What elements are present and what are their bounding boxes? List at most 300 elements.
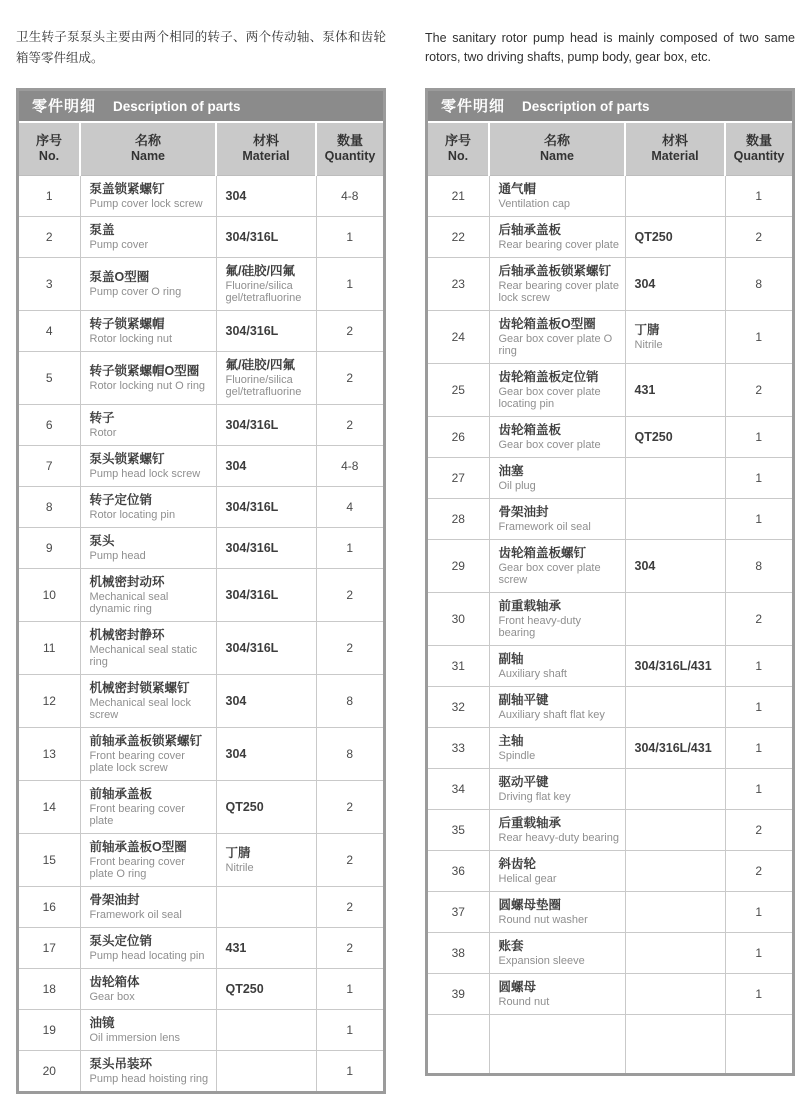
- text-zh: 304: [634, 277, 656, 291]
- table-row: [428, 593, 792, 646]
- text-en: Rear bearing cover plate lock screw: [498, 280, 619, 304]
- cell-name: [489, 810, 625, 851]
- text-zh: 泵头锁紧螺钉: [89, 452, 165, 466]
- table-row: [19, 969, 383, 1010]
- cell-quantity: 8: [725, 540, 792, 593]
- text-en: Rotor: [89, 427, 117, 439]
- cell-quantity: 8: [316, 728, 383, 781]
- text-zh: 304: [225, 747, 247, 761]
- empty-cell: [428, 1015, 489, 1073]
- cell-quantity: 1: [725, 974, 792, 1015]
- text-en: Nitrile: [634, 339, 663, 351]
- table-title-en: Description of parts: [522, 99, 650, 114]
- cell-quantity: 1: [725, 499, 792, 540]
- table-row: [428, 810, 792, 851]
- cell-material: [625, 499, 725, 540]
- text-zh: 后轴承盖板锁紧螺钉: [498, 264, 612, 278]
- text-en: Pump head locating pin: [89, 950, 205, 962]
- cell-material: [625, 364, 725, 417]
- cell-no: 23: [428, 258, 489, 311]
- text-zh: 后重载轴承: [498, 816, 562, 830]
- text-zh: 泵头定位销: [89, 934, 153, 948]
- cell-no: 31: [428, 646, 489, 687]
- table-row: [19, 528, 383, 569]
- text-en: Oil immersion lens: [89, 1032, 180, 1044]
- cell-name: [489, 458, 625, 499]
- cell-material: [216, 217, 316, 258]
- text-en: Rotor locking nut O ring: [89, 380, 206, 392]
- text-en: Pump cover O ring: [89, 286, 182, 298]
- cell-name: [489, 851, 625, 892]
- cell-no: 25: [428, 364, 489, 417]
- cell-no: 19: [19, 1010, 80, 1051]
- column-header-name: 名称 Name: [80, 123, 216, 176]
- cell-name: [80, 969, 216, 1010]
- cell-name: [489, 176, 625, 217]
- cell-quantity: 2: [725, 364, 792, 417]
- text-zh: 304/316L: [225, 324, 279, 338]
- text-en: Gear box cover plate: [498, 439, 601, 451]
- text-en: Ventilation cap: [498, 198, 571, 210]
- cell-material: [216, 928, 316, 969]
- text-en: Auxiliary shaft: [498, 668, 567, 680]
- cell-material: [216, 781, 316, 834]
- text-zh: 304/316L: [225, 230, 279, 244]
- table-row: [428, 540, 792, 593]
- text-zh: 账套: [498, 939, 524, 953]
- text-zh: 304/316L: [225, 641, 279, 655]
- cell-quantity: 2: [725, 217, 792, 258]
- cell-material: [216, 1010, 316, 1051]
- cell-name: [489, 933, 625, 974]
- cell-quantity: 1: [725, 892, 792, 933]
- cell-quantity: 4-8: [316, 176, 383, 217]
- cell-material: [625, 311, 725, 364]
- text-zh: 304: [225, 694, 247, 708]
- text-zh: 机械密封动环: [89, 575, 165, 589]
- cell-no: 22: [428, 217, 489, 258]
- text-zh: 304/316L: [225, 588, 279, 602]
- cell-name: [80, 528, 216, 569]
- text-en: Framework oil seal: [498, 521, 591, 533]
- cell-no: 29: [428, 540, 489, 593]
- cell-material: [216, 834, 316, 887]
- cell-quantity: 1: [316, 1051, 383, 1092]
- table-row: [19, 311, 383, 352]
- cell-no: 17: [19, 928, 80, 969]
- cell-material: [216, 446, 316, 487]
- cell-no: 32: [428, 687, 489, 728]
- cell-no: 27: [428, 458, 489, 499]
- cell-name: [80, 176, 216, 217]
- cell-material: [216, 887, 316, 928]
- table-row: [428, 176, 792, 217]
- cell-no: 18: [19, 969, 80, 1010]
- table-row: [428, 499, 792, 540]
- table-row: [19, 834, 383, 887]
- cell-material: [625, 258, 725, 311]
- text-zh: 斜齿轮: [498, 857, 537, 871]
- cell-no: 36: [428, 851, 489, 892]
- text-en: Mechanical seal dynamic ring: [89, 591, 169, 615]
- text-zh: 机械密封锁紧螺钉: [89, 681, 190, 695]
- cell-material: [216, 675, 316, 728]
- cell-name: [80, 311, 216, 352]
- cell-no: 6: [19, 405, 80, 446]
- table-row: [19, 781, 383, 834]
- cell-quantity: 1: [725, 176, 792, 217]
- text-zh: QT250: [225, 800, 264, 814]
- table-row: [428, 687, 792, 728]
- cell-no: 15: [19, 834, 80, 887]
- text-zh: 齿轮箱盖板O型圈: [498, 317, 596, 331]
- cell-material: [216, 622, 316, 675]
- cell-name: [489, 892, 625, 933]
- parts-table-right: [425, 88, 795, 1076]
- text-zh: 转子锁紧螺帽O型圈: [89, 364, 200, 378]
- cell-material: [625, 593, 725, 646]
- text-zh: 431: [225, 941, 247, 955]
- cell-no: 28: [428, 499, 489, 540]
- cell-quantity: 1: [316, 1010, 383, 1051]
- text-zh: 齿轮箱体: [89, 975, 140, 989]
- table-row: [428, 728, 792, 769]
- cell-name: [489, 258, 625, 311]
- text-zh: 副轴: [498, 652, 524, 666]
- table-title-zh: 零件明细: [32, 98, 97, 115]
- table-row: [428, 933, 792, 974]
- cell-no: 33: [428, 728, 489, 769]
- text-en: Gear box cover plate O ring: [498, 333, 613, 357]
- cell-quantity: 2: [316, 569, 383, 622]
- text-en: Front bearing cover plate: [89, 803, 185, 827]
- cell-name: [489, 540, 625, 593]
- table-row: [428, 258, 792, 311]
- text-zh: 泵盖锁紧螺钉: [89, 182, 165, 196]
- cell-name: [489, 499, 625, 540]
- cell-no: 14: [19, 781, 80, 834]
- empty-cell: [625, 1015, 725, 1073]
- cell-no: 34: [428, 769, 489, 810]
- text-zh: 转子锁紧螺帽: [89, 317, 165, 331]
- cell-quantity: 4: [316, 487, 383, 528]
- text-en: Rotor locking nut: [89, 333, 173, 345]
- text-en: Gear box: [89, 991, 135, 1003]
- text-en: Round nut washer: [498, 914, 588, 926]
- table-row: [19, 728, 383, 781]
- table-row: [19, 258, 383, 311]
- cell-name: [80, 781, 216, 834]
- cell-material: [625, 933, 725, 974]
- intro-paragraph-zh: 卫生转子泵泵头主要由两个相同的转子、两个传动轴、泵体和齿轮箱等零件组成。: [16, 30, 386, 65]
- table-row: [19, 446, 383, 487]
- column-header-no: 序号 No.: [428, 123, 489, 176]
- header-row: [428, 123, 792, 176]
- text-zh: 圆螺母: [498, 980, 537, 994]
- text-en: Rotor locating pin: [89, 509, 176, 521]
- cell-no: 11: [19, 622, 80, 675]
- text-en: Front bearing cover plate lock screw: [89, 750, 185, 774]
- table-row: [428, 892, 792, 933]
- cell-no: 5: [19, 352, 80, 405]
- text-zh: 齿轮箱盖板定位销: [498, 370, 599, 384]
- text-zh: 后轴承盖板: [498, 223, 562, 237]
- table-title-zh: 零件明细: [441, 98, 506, 115]
- cell-material: [625, 646, 725, 687]
- cell-no: 20: [19, 1051, 80, 1092]
- table-row: [428, 417, 792, 458]
- right-column: [425, 27, 795, 1076]
- cell-no: 30: [428, 593, 489, 646]
- cell-quantity: 1: [316, 528, 383, 569]
- text-en: Helical gear: [498, 873, 557, 885]
- cell-quantity: 2: [725, 851, 792, 892]
- cell-no: 35: [428, 810, 489, 851]
- text-en: Fluorine/silica gel/tetrafluorine: [225, 280, 302, 304]
- cell-material: [625, 769, 725, 810]
- cell-material: [216, 528, 316, 569]
- text-en: Round nut: [498, 996, 550, 1008]
- cell-quantity: 1: [316, 258, 383, 311]
- cell-no: 37: [428, 892, 489, 933]
- text-zh: 前重载轴承: [498, 599, 562, 613]
- column-header-quantity: 数量 Quantity: [316, 123, 383, 176]
- cell-name: [489, 364, 625, 417]
- cell-material: [625, 217, 725, 258]
- text-en: Gear box cover plate screw: [498, 562, 601, 586]
- text-en: Gear box cover plate locating pin: [498, 386, 601, 410]
- column-header-quantity: 数量 Quantity: [725, 123, 792, 176]
- cell-no: 10: [19, 569, 80, 622]
- table-row: [428, 217, 792, 258]
- cell-material: [625, 974, 725, 1015]
- text-zh: 304/316L: [225, 418, 279, 432]
- text-zh: 主轴: [498, 734, 524, 748]
- text-zh: 齿轮箱盖板: [498, 423, 562, 437]
- text-en: Expansion sleeve: [498, 955, 585, 967]
- cell-quantity: 1: [725, 417, 792, 458]
- text-zh: 机械密封静环: [89, 628, 165, 642]
- table-row: [428, 974, 792, 1015]
- text-zh: QT250: [225, 982, 264, 996]
- cell-name: [80, 446, 216, 487]
- cell-name: [80, 675, 216, 728]
- text-zh: 油镜: [89, 1016, 115, 1030]
- cell-material: [625, 892, 725, 933]
- text-zh: 骨架油封: [498, 505, 549, 519]
- parts-table-left: [16, 88, 386, 1094]
- cell-material: [216, 311, 316, 352]
- table-title-band: [19, 91, 383, 123]
- text-zh: 431: [634, 383, 656, 397]
- text-zh: 齿轮箱盖板螺钉: [498, 546, 587, 560]
- cell-no: 8: [19, 487, 80, 528]
- parts-table-grid: [428, 123, 792, 1073]
- left-column: [16, 27, 386, 1094]
- text-en: Front heavy-duty bearing: [498, 615, 582, 639]
- text-zh: 骨架油封: [89, 893, 140, 907]
- empty-row: [428, 1015, 792, 1073]
- cell-quantity: 2: [725, 593, 792, 646]
- cell-quantity: 2: [316, 887, 383, 928]
- cell-material: [216, 569, 316, 622]
- table-title-en: Description of parts: [113, 99, 241, 114]
- table-row: [428, 311, 792, 364]
- text-zh: 前轴承盖板锁紧螺钉: [89, 734, 203, 748]
- cell-no: 39: [428, 974, 489, 1015]
- table-row: [19, 176, 383, 217]
- text-zh: 驱动平键: [498, 775, 549, 789]
- text-zh: 304: [634, 559, 656, 573]
- cell-name: [80, 928, 216, 969]
- table-row: [19, 569, 383, 622]
- cell-name: [489, 687, 625, 728]
- cell-material: [216, 728, 316, 781]
- table-row: [428, 646, 792, 687]
- cell-quantity: 1: [725, 646, 792, 687]
- text-en: Pump head hoisting ring: [89, 1073, 209, 1085]
- cell-quantity: 8: [316, 675, 383, 728]
- cell-quantity: 1: [725, 769, 792, 810]
- cell-material: [625, 540, 725, 593]
- cell-name: [80, 622, 216, 675]
- cell-quantity: 1: [725, 728, 792, 769]
- cell-material: [216, 352, 316, 405]
- text-en: Mechanical seal static ring: [89, 644, 198, 668]
- cell-no: 4: [19, 311, 80, 352]
- cell-quantity: 1: [725, 458, 792, 499]
- cell-name: [489, 417, 625, 458]
- text-zh: 转子定位销: [89, 493, 153, 507]
- cell-name: [489, 769, 625, 810]
- table-row: [19, 887, 383, 928]
- cell-quantity: 1: [725, 311, 792, 364]
- cell-name: [80, 1010, 216, 1051]
- cell-quantity: 2: [725, 810, 792, 851]
- cell-no: 12: [19, 675, 80, 728]
- column-header-name: 名称 Name: [489, 123, 625, 176]
- column-header-material: 材料 Material: [216, 123, 316, 176]
- cell-quantity: 2: [316, 311, 383, 352]
- cell-quantity: 1: [316, 217, 383, 258]
- table-row: [19, 675, 383, 728]
- cell-no: 38: [428, 933, 489, 974]
- text-zh: 304: [225, 459, 247, 473]
- column-header-material: 材料 Material: [625, 123, 725, 176]
- cell-quantity: 1: [725, 687, 792, 728]
- cell-name: [80, 728, 216, 781]
- cell-quantity: 2: [316, 781, 383, 834]
- empty-cell: [489, 1015, 625, 1073]
- cell-no: 1: [19, 176, 80, 217]
- cell-name: [80, 258, 216, 311]
- table-row: [428, 364, 792, 417]
- text-zh: 通气帽: [498, 182, 537, 196]
- table-row: [19, 405, 383, 446]
- table-row: [19, 928, 383, 969]
- cell-name: [80, 887, 216, 928]
- column-header-no: 序号 No.: [19, 123, 80, 176]
- intro-paragraph-en: The sanitary rotor pump head is mainly composed of two same rotors, two driving shafts, pump body, gear box, etc.: [425, 31, 795, 64]
- table-row: [428, 769, 792, 810]
- cell-no: 2: [19, 217, 80, 258]
- text-zh: 304/316L/431: [634, 741, 712, 755]
- text-zh: 副轴平键: [498, 693, 549, 707]
- cell-quantity: 2: [316, 622, 383, 675]
- cell-name: [80, 352, 216, 405]
- cell-material: [625, 728, 725, 769]
- text-zh: 前轴承盖板O型圈: [89, 840, 187, 854]
- text-en: Driving flat key: [498, 791, 571, 803]
- table-row: [19, 217, 383, 258]
- text-en: Pump cover lock screw: [89, 198, 203, 210]
- text-en: Mechanical seal lock screw: [89, 697, 191, 721]
- cell-name: [489, 311, 625, 364]
- cell-quantity: 1: [316, 969, 383, 1010]
- text-zh: 前轴承盖板: [89, 787, 153, 801]
- cell-material: [216, 487, 316, 528]
- cell-name: [489, 217, 625, 258]
- text-zh: 丁腈: [225, 846, 251, 860]
- text-zh: 氟/硅胶/四氟: [225, 264, 295, 278]
- cell-quantity: 2: [316, 352, 383, 405]
- cell-name: [489, 593, 625, 646]
- table-row: [19, 1010, 383, 1051]
- cell-no: 24: [428, 311, 489, 364]
- text-zh: 304/316L/431: [634, 659, 712, 673]
- cell-no: 21: [428, 176, 489, 217]
- text-en: Pump head lock screw: [89, 468, 201, 480]
- cell-material: [216, 258, 316, 311]
- cell-material: [625, 176, 725, 217]
- cell-quantity: 2: [316, 834, 383, 887]
- cell-no: 16: [19, 887, 80, 928]
- text-en: Pump head: [89, 550, 146, 562]
- table-row: [19, 622, 383, 675]
- parts-table-grid: [19, 123, 383, 1091]
- text-zh: 丁腈: [634, 323, 660, 337]
- cell-name: [489, 728, 625, 769]
- text-zh: 泵盖O型圈: [89, 270, 150, 284]
- cell-material: [216, 1051, 316, 1092]
- cell-material: [216, 969, 316, 1010]
- table-row: [428, 851, 792, 892]
- text-en: Oil plug: [498, 480, 536, 492]
- text-zh: 泵盖: [89, 223, 115, 237]
- cell-name: [489, 646, 625, 687]
- text-en: Spindle: [498, 750, 536, 762]
- text-zh: 圆螺母垫圈: [498, 898, 562, 912]
- cell-quantity: 4-8: [316, 446, 383, 487]
- cell-material: [216, 405, 316, 446]
- cell-material: [625, 810, 725, 851]
- text-zh: QT250: [634, 230, 673, 244]
- text-en: Front bearing cover plate O ring: [89, 856, 185, 880]
- text-en: Auxiliary shaft flat key: [498, 709, 605, 721]
- text-zh: 转子: [89, 411, 115, 425]
- table-row: [19, 487, 383, 528]
- cell-no: 26: [428, 417, 489, 458]
- cell-quantity: 1: [725, 933, 792, 974]
- text-en: Rear heavy-duty bearing: [498, 832, 619, 844]
- cell-no: 7: [19, 446, 80, 487]
- header-row: [19, 123, 383, 176]
- table-row: [19, 1051, 383, 1092]
- text-en: Pump cover: [89, 239, 149, 251]
- cell-name: [80, 1051, 216, 1092]
- cell-name: [80, 217, 216, 258]
- cell-material: [625, 687, 725, 728]
